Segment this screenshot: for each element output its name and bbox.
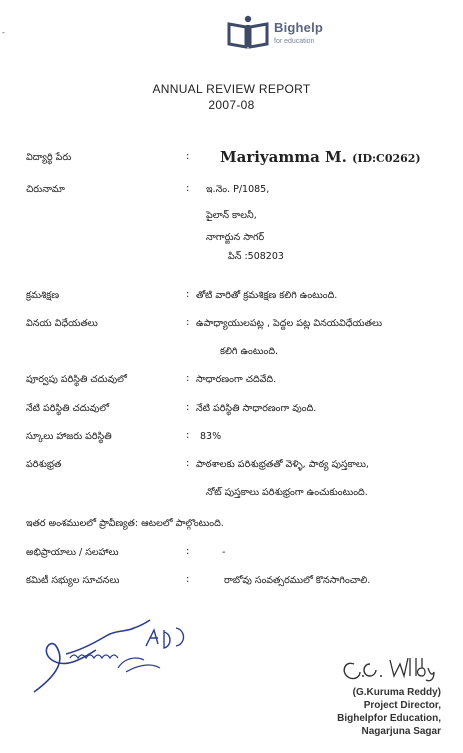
opinions-value: - <box>222 547 226 558</box>
signatory-place: Nagarjuna Sagar <box>361 726 441 737</box>
field-other-skills: ఇతర అంశములలో ప్రావీణ్యత: ఆటలలో పాల్గొంటుంది. <box>26 518 224 529</box>
address-line: పైలాన్ కాలనీ, <box>206 210 257 221</box>
signatory-block <box>337 686 441 738</box>
field-label-hygiene: పరిశుభ్రత <box>26 459 62 470</box>
address-line: ఇ.నెం. P/1085, <box>206 184 270 195</box>
field-colon: : <box>186 183 190 194</box>
field-label-previous-study: పూర్వపు పరిస్థితి చదువులో <box>26 374 127 385</box>
brand-name: Bighelp <box>274 20 324 35</box>
field-colon: : <box>186 546 190 557</box>
handwritten-signature-left <box>26 606 196 696</box>
field-label-committee: కమిటీ సభ్యుల సూచనలు <box>26 575 120 586</box>
student-name: Mariyamma M. <box>220 148 347 166</box>
address-line: నాగార్జున సాగర్ <box>206 232 265 243</box>
signatory-name: (G.Kuruma Reddy) <box>352 687 441 698</box>
current-study-value: నేటి పరిస్థితి సాధారణంగా వుంది. <box>196 403 317 414</box>
report-year: 2007-08 <box>208 98 255 112</box>
field-colon: : <box>186 574 190 585</box>
address-pin: పిన్ :508203 <box>228 251 284 262</box>
hygiene-value: పాఠశాలకు పరిశుభ్రతతో వెళ్ళి, పాఠ్య పుస్తకాలు, <box>196 459 369 470</box>
student-name-value <box>220 148 421 166</box>
obedience-value: ఉపాధ్యాయులపట్ల , పెద్దల పట్ల వినయవిధేయతలు <box>196 318 383 329</box>
field-colon: : <box>186 402 190 413</box>
field-label-address: చిరునామా <box>26 184 65 195</box>
hygiene-value-cont: నోట్ పుస్తకాలు పరిశుభ్రంగా ఉంచుకుంటుంది. <box>206 487 368 498</box>
field-colon: : <box>186 289 190 300</box>
field-colon: : <box>186 458 190 469</box>
field-label-opinions: అభిప్రాయాలు / సలహాలు <box>26 547 119 558</box>
field-label-discipline: క్రమశిక్షణ <box>26 290 60 301</box>
bighelp-logo <box>226 14 336 54</box>
signatory-title: Project Director, <box>363 700 441 711</box>
signatory-org: Bighelpfor Education, <box>337 713 441 724</box>
brand-tagline: for education <box>274 38 315 45</box>
previous-study-value: సాధారణంగా చదివేది. <box>196 374 277 385</box>
discipline-value: తోటి వారితో క్రమశిక్షణ కలిగి ఉంటుంది. <box>196 290 338 301</box>
attendance-value: 83% <box>200 431 222 442</box>
handwritten-signature-right <box>340 654 440 684</box>
report-title: ANNUAL REVIEW REPORT <box>152 82 311 96</box>
committee-value: రాబోవు సంవత్సరములో కొనసాగించాలి. <box>224 575 371 586</box>
field-colon: : <box>186 373 190 384</box>
field-colon: : <box>186 151 190 162</box>
obedience-value-cont: కలిగి ఉంటుంది. <box>220 346 279 357</box>
field-label-attendance: స్కూలు హాజరు పరిస్థితి <box>26 431 112 442</box>
student-id: (ID:C0262) <box>352 152 421 165</box>
field-colon: : <box>186 317 190 328</box>
scan-mark: - <box>2 28 5 37</box>
field-label-obedience: వినయ విధేయతలు <box>26 318 98 329</box>
open-book-logo-icon <box>226 14 270 50</box>
field-colon: : <box>186 430 190 441</box>
field-label-student-name: విద్యార్థి పేరు <box>26 152 72 163</box>
field-label-current-study: నేటి పరిస్థితి చదువులో <box>26 403 109 414</box>
